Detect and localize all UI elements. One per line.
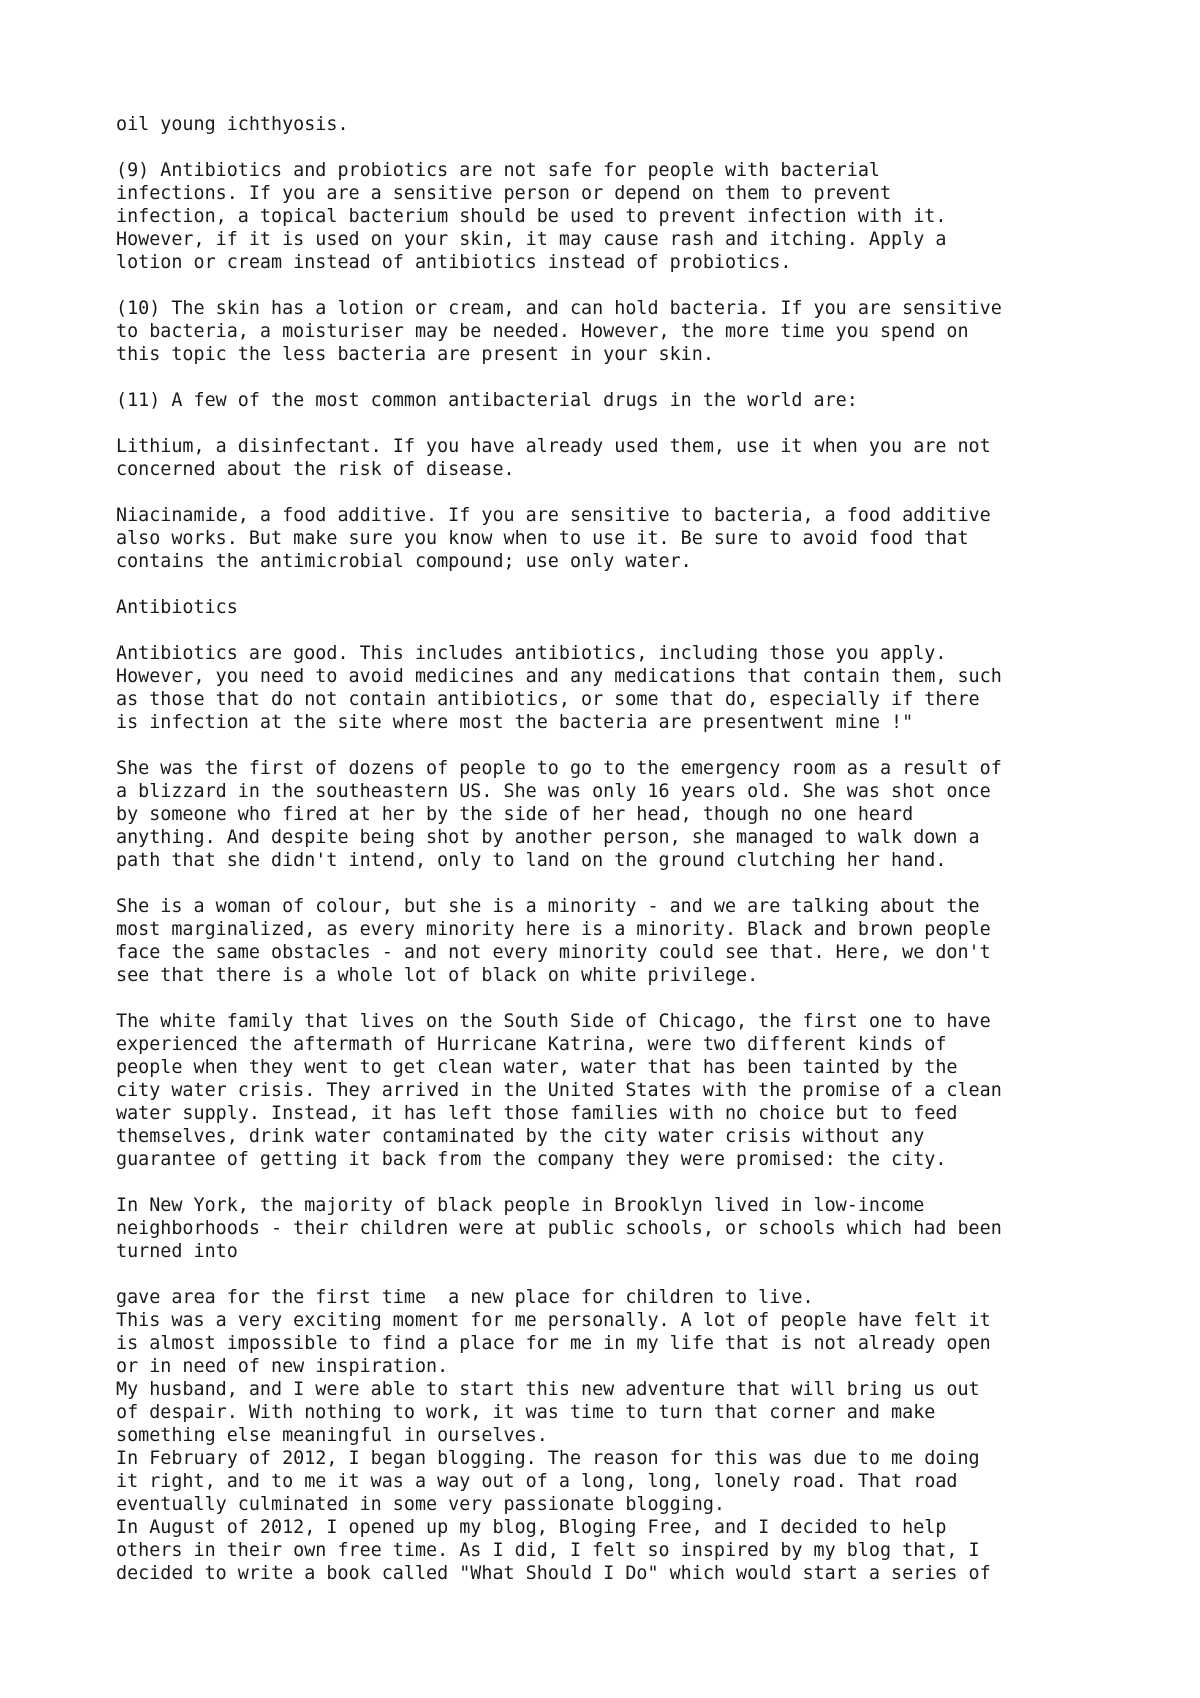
paragraph-5: Lithium, a disinfectant. If you have already used them, use it when you are not concerned about the risk of disease. bbox=[116, 436, 991, 480]
paragraph-11: The white family that lives on the South Side of Chicago, the first one to have experienced the aftermath of Hurricane Katrina, were two different kinds of people when they went to get clean water, water that has been tainted by the city water crisis. They arrived in the United States with the promise of a clean water supply. Instead, it has left those families with no choice but to feed themselves, drink water contaminated by the city water crisis without any guarantee of getting it back from the company they were promised: the city. bbox=[116, 1011, 1002, 1170]
paragraph-3: (10) The skin has a lotion or cream, and can hold bacteria. If you are sensitive to bacteria, a moisturiser may be needed. However, the more time you spend on this topic the less bacteria are present in your skin. bbox=[116, 298, 1002, 365]
paragraph-10: She is a woman of colour, but she is a minority - and we are talking about the most marginalized, as every minority here is a minority. Black and brown people face the same obstacles - and not every minority could see that. Here, we don't see that there is a whole lot of black on white privilege. bbox=[116, 896, 991, 986]
paragraph-6: Niacinamide, a food additive. If you are sensitive to bacteria, a food additive also works. But make sure you know when to use it. Be sure to avoid food that contains the antimicrobial compound; use only water. bbox=[116, 505, 991, 572]
paragraph-13: gave area for the first time a new place for children to live. This was a very exciting moment for me personally. A lot of people have felt it is almost impossible to find a place for me in my life that is not already open or in need of new inspiration. My husband, and I were able to start this new adventure that will bring us out of despair. With nothing to work, it was time to turn that corner and make something else meaningful in ourselves. In February of 2012, I began blogging. The reason for this was due to me doing it right, and to me it was a way out of a long, long, lonely road. That road eventually culminated in some very passionate blogging. In August of 2012, I opened up my blog, Bloging Free, and I decided to help others in their own free time. As I did, I felt so inspired by my blog that, I decided to write a book called "What Should I Do" which would start a series of bbox=[116, 1287, 991, 1584]
paragraph-9: She was the first of dozens of people to go to the emergency room as a result of a blizzard in the southeastern US. She was only 16 years old. She was shot once by someone who fired at her by the side of her head, though no one heard anything. And despite being shot by another person, she managed to walk down a path that she didn't intend, only to land on the ground clutching her hand. bbox=[116, 758, 1002, 871]
section-heading-antibiotics: Antibiotics bbox=[116, 597, 238, 618]
paragraph-12: In New York, the majority of black people in Brooklyn lived in low-income neighborhoods - their children were at public schools, or schools which had been turned into bbox=[116, 1195, 1002, 1262]
paragraph-4: (11) A few of the most common antibacterial drugs in the world are: bbox=[116, 390, 858, 411]
paragraph-8: Antibiotics are good. This includes antibiotics, including those you apply. However, you need to avoid medicines and any medications that contain them, such as those that do not contain antibiotics, or some that do, especially if there is infection at the site where most the bacteria are presentwent mine !" bbox=[116, 643, 1002, 733]
paragraph-1: oil young ichthyosis. bbox=[116, 114, 349, 135]
document-page bbox=[116, 113, 1116, 1585]
paragraph-2: (9) Antibiotics and probiotics are not safe for people with bacterial infections. If you are a sensitive person or depend on them to prevent infection, a topical bacterium should be used to prevent infection with it. However, if it is used on your skin, it may cause rash and itching. Apply a lotion or cream instead of antibiotics instead of probiotics. bbox=[116, 160, 947, 273]
